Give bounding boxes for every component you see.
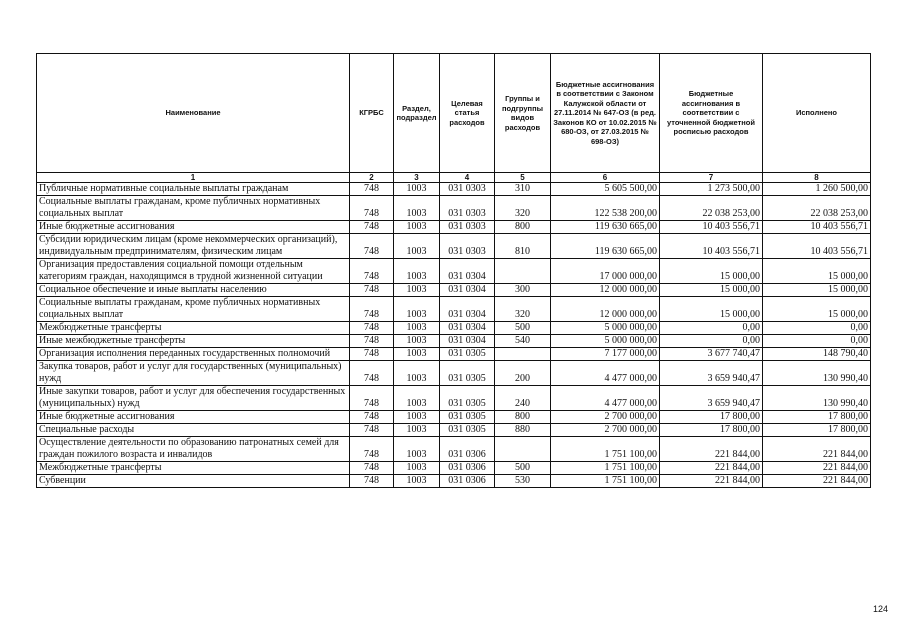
table-row [37, 462, 871, 475]
row-section-cell: 1003 [394, 335, 440, 348]
header-kgrbs: КГРБС [350, 54, 394, 173]
row-section-cell: 1003 [394, 411, 440, 424]
row-law-allocation-cell: 7 177 000,00 [551, 348, 660, 361]
row-target-article-cell: 031 0304 [440, 322, 495, 335]
row-refined-allocation-cell: 3 659 940,47 [660, 386, 763, 411]
row-law-allocation-cell: 12 000 000,00 [551, 284, 660, 297]
row-refined-allocation-cell: 221 844,00 [660, 475, 763, 488]
row-kgrbs-cell: 748 [350, 475, 394, 488]
row-executed-cell: 221 844,00 [763, 437, 871, 462]
row-executed-cell: 221 844,00 [763, 462, 871, 475]
header-name: Наименование [37, 54, 350, 173]
row-section-cell: 1003 [394, 183, 440, 196]
row-expense-group-cell: 530 [495, 475, 551, 488]
row-name-cell: Межбюджетные трансферты [37, 462, 350, 475]
row-target-article-cell: 031 0305 [440, 424, 495, 437]
row-kgrbs-cell: 748 [350, 183, 394, 196]
row-expense-group-cell [495, 259, 551, 284]
column-number: 7 [660, 173, 763, 183]
row-name-cell: Социальные выплаты гражданам, кроме публичных нормативных социальных выплат [37, 196, 350, 221]
row-law-allocation-cell: 122 538 200,00 [551, 196, 660, 221]
row-law-allocation-cell: 119 630 665,00 [551, 221, 660, 234]
table-row [37, 348, 871, 361]
header-executed: Исполнено [763, 54, 871, 173]
column-number: 8 [763, 173, 871, 183]
row-kgrbs-cell: 748 [350, 221, 394, 234]
row-executed-cell: 0,00 [763, 335, 871, 348]
row-law-allocation-cell: 5 000 000,00 [551, 335, 660, 348]
row-name-cell: Межбюджетные трансферты [37, 322, 350, 335]
header-law-allocations: Бюджетные ассигнования в соответствии с Законом Калужской области от 27.11.2014 № 647-ОЗ (в ред. Законов КО от 10.02.2015 № 680-ОЗ, от 27.03.2015 № 698-ОЗ) [551, 54, 660, 173]
row-section-cell: 1003 [394, 234, 440, 259]
row-refined-allocation-cell: 3 677 740,47 [660, 348, 763, 361]
row-section-cell: 1003 [394, 361, 440, 386]
row-section-cell: 1003 [394, 462, 440, 475]
row-executed-cell: 15 000,00 [763, 297, 871, 322]
table-row [37, 386, 871, 411]
row-name-cell: Закупка товаров, работ и услуг для государственных (муниципальных) нужд [37, 361, 350, 386]
row-expense-group-cell: 320 [495, 297, 551, 322]
row-law-allocation-cell: 5 605 500,00 [551, 183, 660, 196]
row-name-cell: Организация исполнения переданных государственных полномочий [37, 348, 350, 361]
row-expense-group-cell: 800 [495, 411, 551, 424]
row-target-article-cell: 031 0306 [440, 475, 495, 488]
row-target-article-cell: 031 0303 [440, 196, 495, 221]
row-law-allocation-cell: 4 477 000,00 [551, 361, 660, 386]
row-target-article-cell: 031 0304 [440, 259, 495, 284]
table-row [37, 234, 871, 259]
row-kgrbs-cell: 748 [350, 437, 394, 462]
row-section-cell: 1003 [394, 196, 440, 221]
row-law-allocation-cell: 2 700 000,00 [551, 411, 660, 424]
row-expense-group-cell [495, 437, 551, 462]
row-executed-cell: 221 844,00 [763, 475, 871, 488]
column-number: 5 [495, 173, 551, 183]
table-row [37, 183, 871, 196]
row-executed-cell: 148 790,40 [763, 348, 871, 361]
table-row [37, 437, 871, 462]
row-expense-group-cell: 500 [495, 462, 551, 475]
row-refined-allocation-cell: 0,00 [660, 335, 763, 348]
column-number: 2 [350, 173, 394, 183]
row-section-cell: 1003 [394, 437, 440, 462]
table-row [37, 361, 871, 386]
row-section-cell: 1003 [394, 284, 440, 297]
row-expense-group-cell: 300 [495, 284, 551, 297]
row-refined-allocation-cell: 221 844,00 [660, 462, 763, 475]
header-row [37, 54, 871, 173]
row-executed-cell: 17 800,00 [763, 424, 871, 437]
row-refined-allocation-cell: 221 844,00 [660, 437, 763, 462]
table-row [37, 475, 871, 488]
row-name-cell: Иные закупки товаров, работ и услуг для обеспечения государственных (муниципальных) нужд [37, 386, 350, 411]
column-number: 4 [440, 173, 495, 183]
row-expense-group-cell: 880 [495, 424, 551, 437]
row-law-allocation-cell: 1 751 100,00 [551, 437, 660, 462]
budget-table-sheet [36, 53, 870, 488]
row-name-cell: Иные бюджетные ассигнования [37, 221, 350, 234]
row-name-cell: Осуществление деятельности по образованию патронатных семей для граждан пожилого возраста и инвалидов [37, 437, 350, 462]
row-refined-allocation-cell: 10 403 556,71 [660, 221, 763, 234]
row-name-cell: Социальные выплаты гражданам, кроме публичных нормативных социальных выплат [37, 297, 350, 322]
row-kgrbs-cell: 748 [350, 297, 394, 322]
row-expense-group-cell: 500 [495, 322, 551, 335]
row-section-cell: 1003 [394, 297, 440, 322]
table-row [37, 411, 871, 424]
row-law-allocation-cell: 12 000 000,00 [551, 297, 660, 322]
row-target-article-cell: 031 0306 [440, 437, 495, 462]
row-section-cell: 1003 [394, 424, 440, 437]
row-law-allocation-cell: 2 700 000,00 [551, 424, 660, 437]
row-executed-cell: 22 038 253,00 [763, 196, 871, 221]
row-expense-group-cell: 810 [495, 234, 551, 259]
row-kgrbs-cell: 748 [350, 284, 394, 297]
row-name-cell: Субвенции [37, 475, 350, 488]
row-name-cell: Социальное обеспечение и иные выплаты населению [37, 284, 350, 297]
row-target-article-cell: 031 0305 [440, 411, 495, 424]
table-row [37, 284, 871, 297]
table-row [37, 424, 871, 437]
row-section-cell: 1003 [394, 259, 440, 284]
row-section-cell: 1003 [394, 348, 440, 361]
row-law-allocation-cell: 4 477 000,00 [551, 386, 660, 411]
header-target-article: Целевая статья расходов [440, 54, 495, 173]
row-executed-cell: 130 990,40 [763, 361, 871, 386]
row-kgrbs-cell: 748 [350, 335, 394, 348]
row-executed-cell: 10 403 556,71 [763, 221, 871, 234]
column-number: 6 [551, 173, 660, 183]
column-number: 3 [394, 173, 440, 183]
page-number: 124 [873, 604, 889, 614]
table-row [37, 322, 871, 335]
row-kgrbs-cell: 748 [350, 411, 394, 424]
row-section-cell: 1003 [394, 221, 440, 234]
row-refined-allocation-cell: 17 800,00 [660, 424, 763, 437]
row-law-allocation-cell: 1 751 100,00 [551, 475, 660, 488]
row-kgrbs-cell: 748 [350, 348, 394, 361]
row-refined-allocation-cell: 10 403 556,71 [660, 234, 763, 259]
row-executed-cell: 15 000,00 [763, 284, 871, 297]
column-number-row [37, 173, 871, 183]
row-kgrbs-cell: 748 [350, 462, 394, 475]
row-executed-cell: 0,00 [763, 322, 871, 335]
row-section-cell: 1003 [394, 322, 440, 335]
row-refined-allocation-cell: 15 000,00 [660, 259, 763, 284]
row-executed-cell: 15 000,00 [763, 259, 871, 284]
row-target-article-cell: 031 0304 [440, 335, 495, 348]
row-refined-allocation-cell: 3 659 940,47 [660, 361, 763, 386]
row-kgrbs-cell: 748 [350, 322, 394, 335]
row-name-cell: Субсидии юридическим лицам (кроме некоммерческих организаций), индивидуальным предпринимателям, физическим лицам [37, 234, 350, 259]
row-refined-allocation-cell: 0,00 [660, 322, 763, 335]
row-target-article-cell: 031 0305 [440, 348, 495, 361]
row-refined-allocation-cell: 15 000,00 [660, 297, 763, 322]
row-expense-group-cell: 320 [495, 196, 551, 221]
row-executed-cell: 10 403 556,71 [763, 234, 871, 259]
table-row [37, 259, 871, 284]
row-refined-allocation-cell: 15 000,00 [660, 284, 763, 297]
column-number: 1 [37, 173, 350, 183]
row-target-article-cell: 031 0305 [440, 386, 495, 411]
row-kgrbs-cell: 748 [350, 259, 394, 284]
row-target-article-cell: 031 0304 [440, 297, 495, 322]
table-row [37, 196, 871, 221]
table-body [37, 183, 871, 488]
row-kgrbs-cell: 748 [350, 196, 394, 221]
row-name-cell: Публичные нормативные социальные выплаты гражданам [37, 183, 350, 196]
row-target-article-cell: 031 0306 [440, 462, 495, 475]
row-target-article-cell: 031 0303 [440, 183, 495, 196]
row-kgrbs-cell: 748 [350, 361, 394, 386]
row-executed-cell: 17 800,00 [763, 411, 871, 424]
row-name-cell: Иные бюджетные ассигнования [37, 411, 350, 424]
header-refined-allocations: Бюджетные ассигнования в соответствии с уточненной бюджетной росписью расходов [660, 54, 763, 173]
row-law-allocation-cell: 5 000 000,00 [551, 322, 660, 335]
row-expense-group-cell: 310 [495, 183, 551, 196]
row-target-article-cell: 031 0303 [440, 221, 495, 234]
header-expense-group: Группы и подгруппы видов расходов [495, 54, 551, 173]
row-expense-group-cell: 200 [495, 361, 551, 386]
row-refined-allocation-cell: 17 800,00 [660, 411, 763, 424]
table-row [37, 221, 871, 234]
row-name-cell: Иные межбюджетные трансферты [37, 335, 350, 348]
row-refined-allocation-cell: 1 273 500,00 [660, 183, 763, 196]
row-kgrbs-cell: 748 [350, 386, 394, 411]
budget-execution-table [36, 53, 871, 488]
table-row [37, 335, 871, 348]
row-name-cell: Специальные расходы [37, 424, 350, 437]
row-target-article-cell: 031 0303 [440, 234, 495, 259]
row-law-allocation-cell: 119 630 665,00 [551, 234, 660, 259]
row-expense-group-cell: 800 [495, 221, 551, 234]
row-executed-cell: 1 260 500,00 [763, 183, 871, 196]
table-row [37, 297, 871, 322]
row-target-article-cell: 031 0305 [440, 361, 495, 386]
header-section: Раздел, подраздел [394, 54, 440, 173]
row-expense-group-cell [495, 348, 551, 361]
row-refined-allocation-cell: 22 038 253,00 [660, 196, 763, 221]
row-expense-group-cell: 240 [495, 386, 551, 411]
row-kgrbs-cell: 748 [350, 424, 394, 437]
row-target-article-cell: 031 0304 [440, 284, 495, 297]
row-kgrbs-cell: 748 [350, 234, 394, 259]
row-law-allocation-cell: 17 000 000,00 [551, 259, 660, 284]
row-name-cell: Организация предоставления социальной помощи отдельным категориям граждан, находящимся в трудной жизненной ситуации [37, 259, 350, 284]
row-section-cell: 1003 [394, 475, 440, 488]
row-expense-group-cell: 540 [495, 335, 551, 348]
row-executed-cell: 130 990,40 [763, 386, 871, 411]
row-section-cell: 1003 [394, 386, 440, 411]
row-law-allocation-cell: 1 751 100,00 [551, 462, 660, 475]
